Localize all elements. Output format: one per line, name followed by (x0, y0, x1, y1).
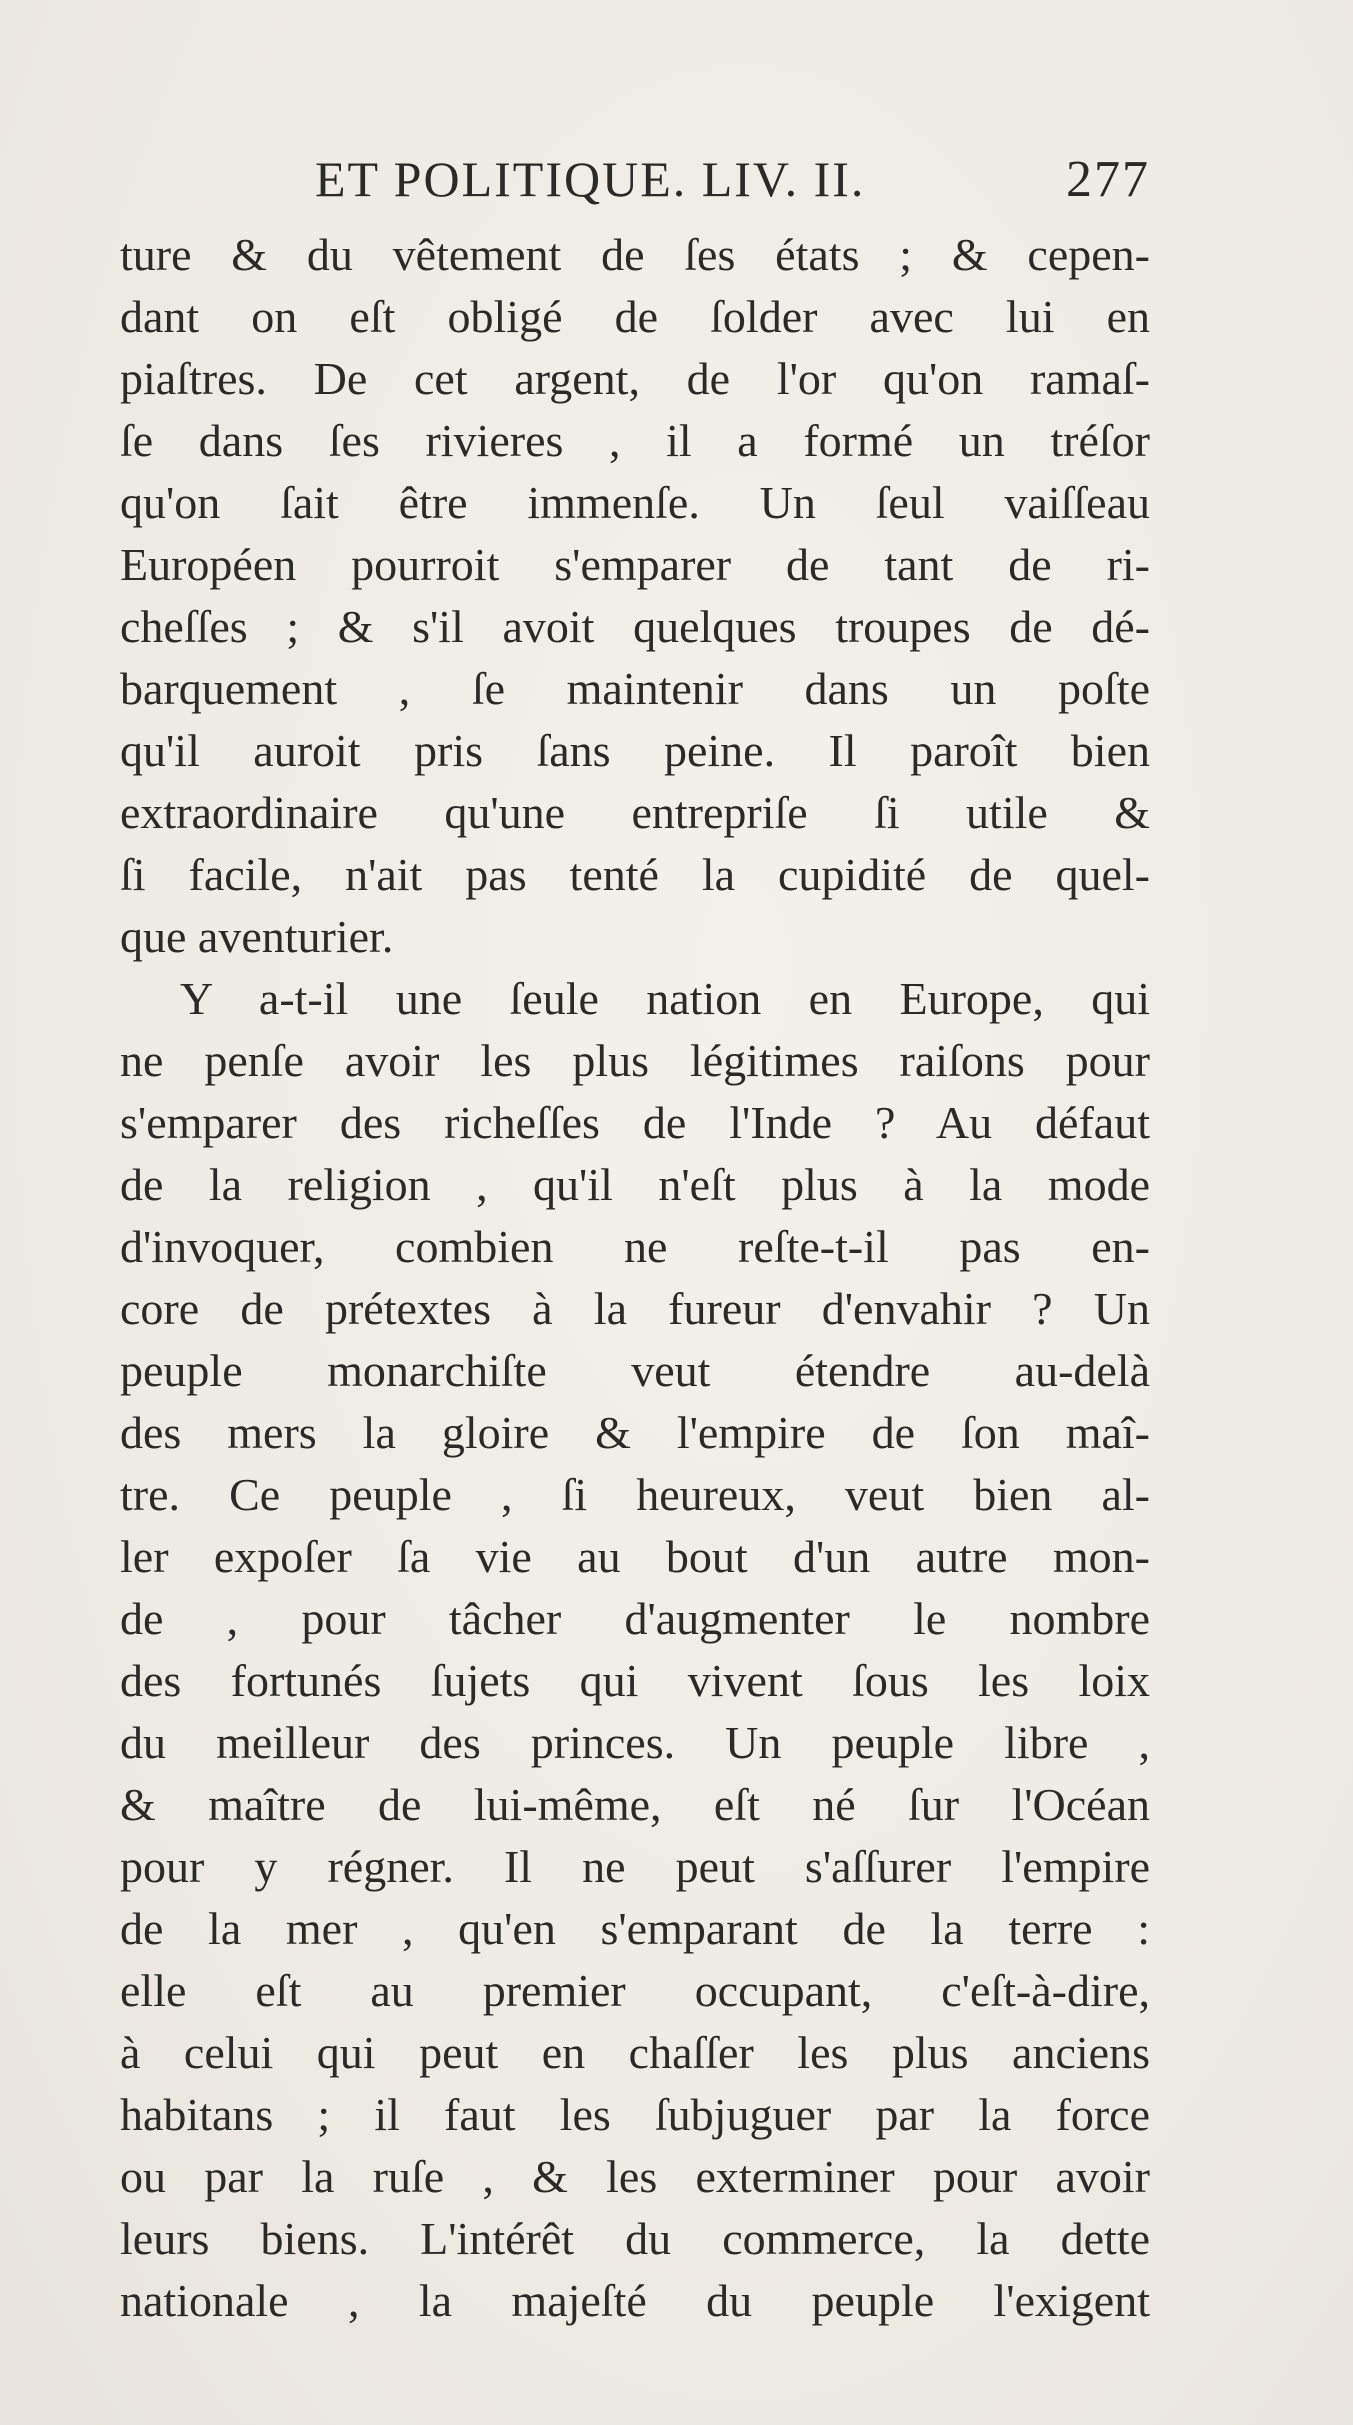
text-line: des fortunés ſujets qui vivent ſous les loix (120, 1655, 1150, 1706)
text-line: ſe dans ſes rivieres , il a formé un tréſor (120, 415, 1150, 466)
page-number: 277 (1066, 151, 1150, 208)
text-line: ne penſe avoir les plus légitimes raiſons pour (120, 1035, 1150, 1086)
text-line: à celui qui peut en chaſſer les plus anciens (120, 2027, 1150, 2078)
text-line: que aventurier. (120, 911, 394, 962)
text-line: habitans ; il faut les ſubjuguer par la force (120, 2089, 1150, 2140)
text-line: s'emparer des richeſſes de l'Inde ? Au défaut (120, 1097, 1150, 1148)
text-line: leurs biens. L'intérêt du commerce, la dette (120, 2213, 1150, 2264)
text-line: piaſtres. De cet argent, de l'or qu'on ramaſ- (120, 353, 1150, 404)
text-line: core de prétextes à la fureur d'envahir ? Un (120, 1283, 1150, 1334)
text-line: qu'on ſait être immenſe. Un ſeul vaiſſeau (120, 477, 1150, 528)
text-line: des mers la gloire & l'empire de ſon maî- (120, 1407, 1150, 1458)
text-line: dant on eſt obligé de ſolder avec lui en (120, 291, 1150, 342)
text-line: de , pour tâcher d'augmenter le nombre (120, 1593, 1150, 1644)
text-line: ou par la ruſe , & les exterminer pour avoir (120, 2151, 1150, 2202)
page-header (120, 150, 1150, 220)
text-line: qu'il auroit pris ſans peine. Il paroît bien (120, 725, 1150, 776)
text-line: Européen pourroit s'emparer de tant de ri- (120, 539, 1150, 590)
text-line: peuple monarchiſte veut étendre au-delà (120, 1345, 1150, 1396)
text-line: cheſſes ; & s'il avoit quelques troupes de dé- (120, 601, 1150, 652)
text-line: Y a-t-il une ſeule nation en Europe, qui (180, 973, 1150, 1024)
text-line: nationale , la majeſté du peuple l'exigent (120, 2275, 1150, 2326)
running-title: ET POLITIQUE. LIV. II. (315, 151, 866, 207)
text-line: ture & du vêtement de ſes états ; & cepen- (120, 229, 1150, 280)
text-line: ſi facile, n'ait pas tenté la cupidité de quel- (120, 849, 1150, 900)
text-line: pour y régner. Il ne peut s'aſſurer l'empire (120, 1841, 1150, 1892)
text-line: de la religion , qu'il n'eſt plus à la mode (120, 1159, 1150, 1210)
text-line: & maître de lui-même, eſt né ſur l'Océan (120, 1779, 1150, 1830)
text-line: d'invoquer, combien ne reſte-t-il pas en- (120, 1221, 1150, 1272)
text-line: barquement , ſe maintenir dans un poſte (120, 663, 1150, 714)
text-line: extraordinaire qu'une entrepriſe ſi utile & (120, 787, 1150, 838)
text-line: elle eſt au premier occupant, c'eſt-à-dire, (120, 1965, 1150, 2016)
text-line: tre. Ce peuple , ſi heureux, veut bien al- (120, 1469, 1150, 1520)
text-line: ler expoſer ſa vie au bout d'un autre mon- (120, 1531, 1150, 1582)
text-line: du meilleur des princes. Un peuple libre , (120, 1717, 1150, 1768)
body-text (120, 224, 1150, 2332)
text-line: de la mer , qu'en s'emparant de la terre : (120, 1903, 1150, 1954)
